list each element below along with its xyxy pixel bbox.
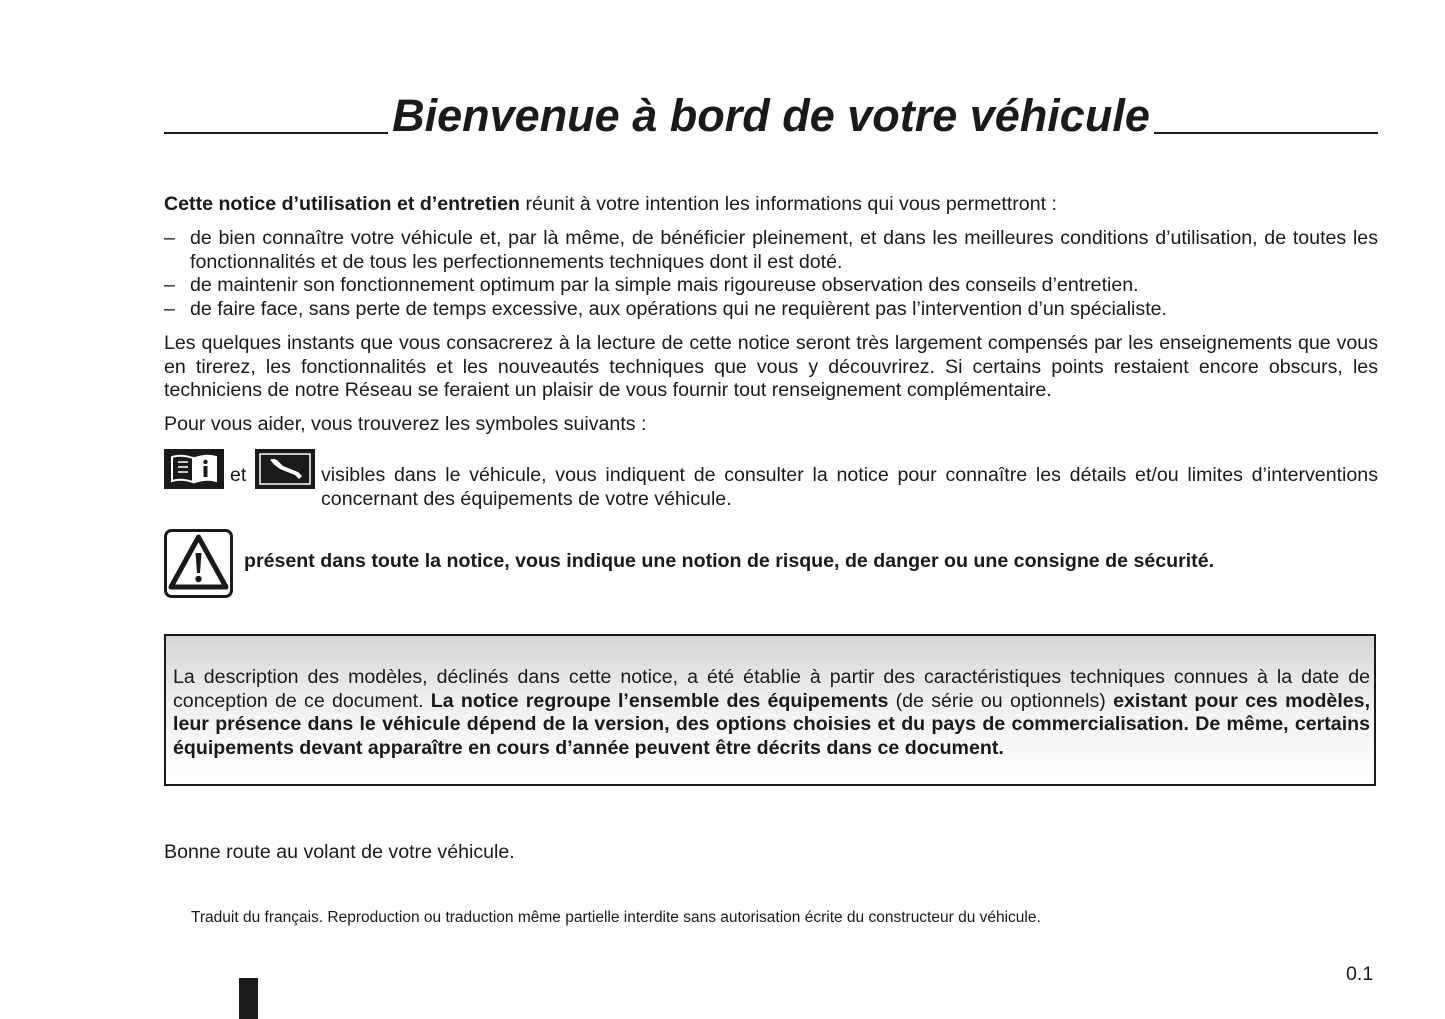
bullet-list — [164, 227, 1378, 321]
bullet-dash: – — [164, 297, 175, 320]
bullet-text: de bien connaître votre véhicule et, par là même, de bénéficier pleinement, et dans les meilleures conditions d’utilisation, de toutes les fonctionnalités et de tous les perfectionnements techniques dont il est doté. — [190, 227, 1378, 273]
symbol-conjunction: et — [230, 464, 247, 486]
notice-part2: (de série ou optionnels) — [888, 689, 1114, 712]
intro-paragraph — [164, 193, 1378, 217]
page-edge-marker — [239, 978, 258, 1019]
book-info-icon — [164, 449, 224, 489]
notice-bold2: existant pour ces modèles, leur présence dans le véhicule dépend de la version, des options choisies et du pays de commercialisation. De même, certains équipements devant apparaître en cours d’année peuvent être décrits dans ce document. — [173, 689, 1371, 759]
list-item — [164, 298, 1378, 322]
notice-box — [164, 634, 1376, 786]
page-title: Bienvenue à bord de votre véhicule — [164, 90, 1378, 142]
notice-part1: La description des modèles, déclinés dans cette notice, a été établie à partir des caractéristiques techniques connues à la date de conception de ce document. — [173, 666, 1370, 712]
paragraph-reading: Les quelques instants que vous consacrerez à la lecture de cette notice seront très largement compensés par les enseignements que vous en tirerez, les fonctionnalités et les nouveautés techniques que vous y découvrirez. Si certains points restaient encore obscurs, les techniciens de notre Réseau se feraient un plaisir de vous fournir tout renseignement complémentaire. — [164, 332, 1378, 401]
notice-bold1: La notice regroupe l’ensemble des équipements — [430, 689, 889, 712]
warning-triangle-icon — [164, 529, 233, 598]
bullet-dash: – — [164, 227, 175, 249]
list-item — [164, 227, 1378, 274]
bullet-text: de faire face, sans perte de temps excessive, aux opérations qui ne requièrent pas l’intervention d’un spécialiste. — [190, 297, 1167, 320]
symbols-description: visibles dans le véhicule, vous indiquent de consulter la notice pour connaître les détails et/ou limites d’interventions concernant des équipements de votre véhicule. — [321, 464, 1378, 510]
title-block — [164, 82, 1378, 141]
closing-line: Bonne route au volant de votre véhicule. — [164, 841, 515, 863]
list-item — [164, 274, 1378, 298]
intro-bold: Cette notice d’utilisation et d’entretien — [164, 193, 520, 215]
page-number: 0.1 — [1346, 963, 1374, 985]
notice-text — [173, 666, 1370, 760]
bullet-dash: – — [164, 274, 175, 296]
bullet-text: de maintenir son fonctionnement optimum par la simple mais rigoureuse observation des conseils d’entretien. — [190, 274, 1139, 296]
footnote: Traduit du français. Reproduction ou traduction même partielle interdite sans autorisation écrite du constructeur du véhicule. — [191, 909, 1041, 926]
intro-rest: réunit à votre intention les informations qui vous permettront : — [520, 193, 1057, 215]
paragraph-symbols-intro: Pour vous aider, vous trouverez les symboles suivants : — [164, 413, 647, 435]
warning-text: présent dans toute la notice, vous indique une notion de risque, de danger ou une consigne de sécurité. — [244, 550, 1215, 572]
wrench-icon — [255, 449, 315, 489]
